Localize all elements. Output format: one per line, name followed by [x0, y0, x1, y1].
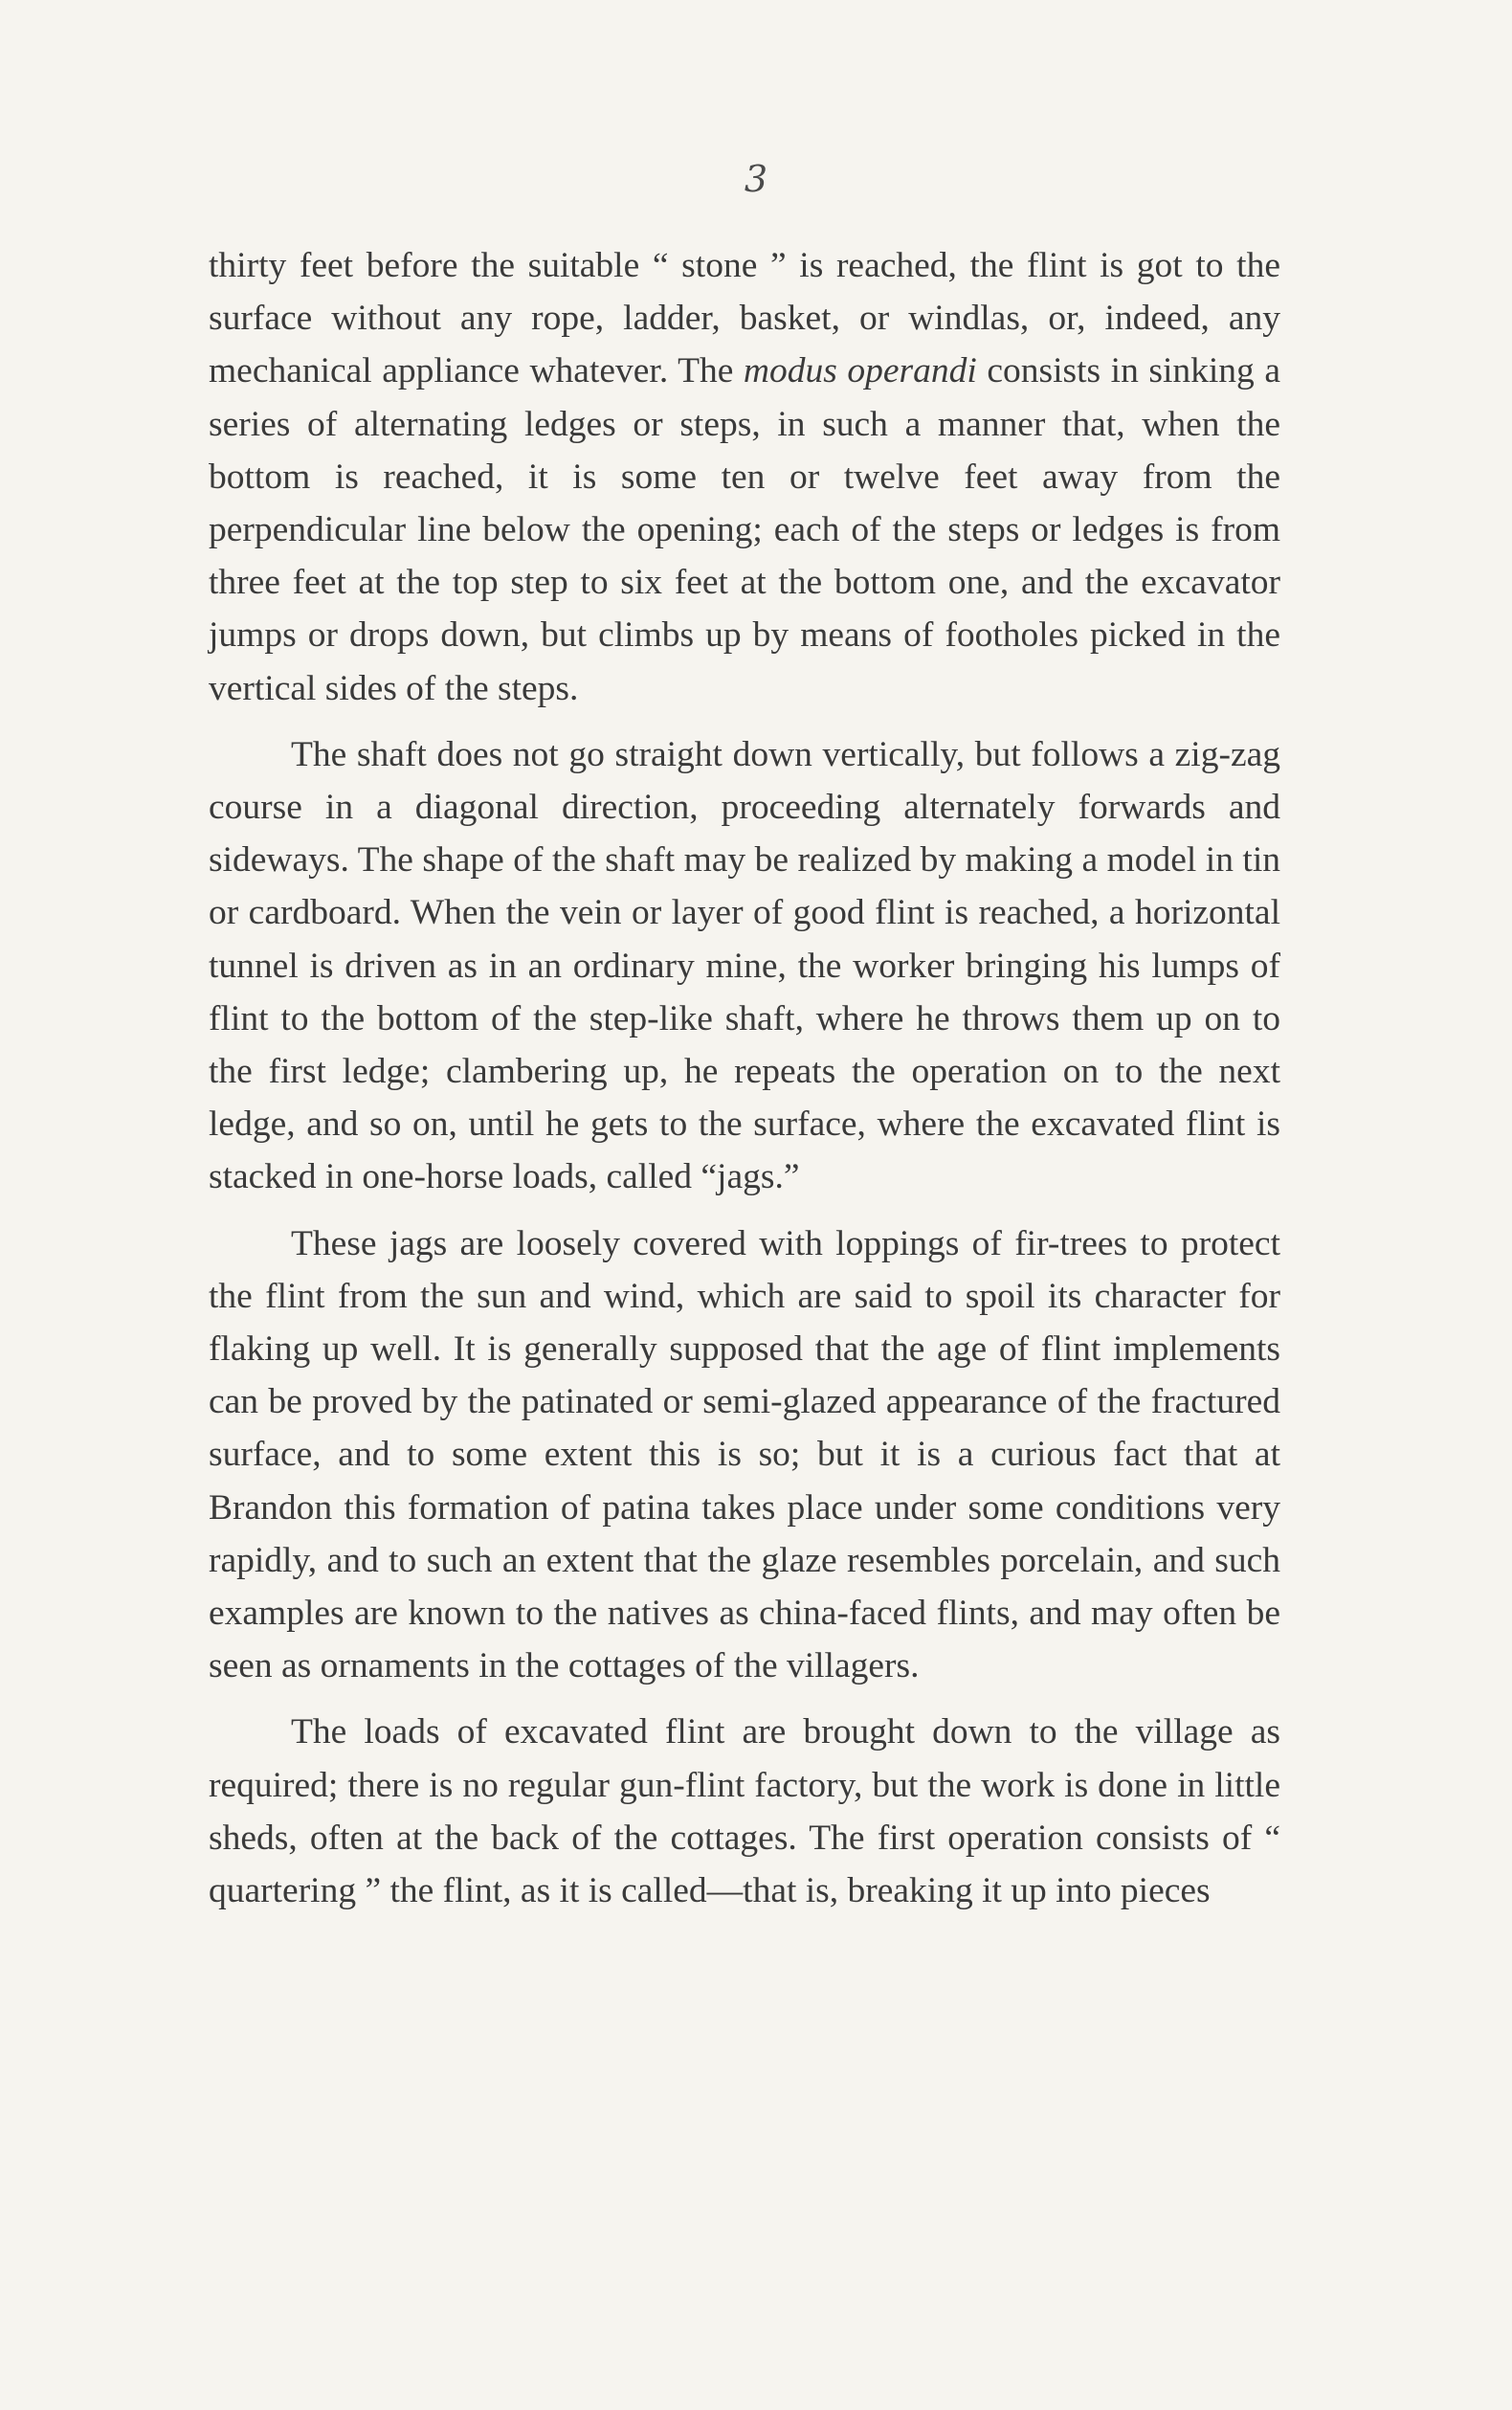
paragraph-3 — [209, 1217, 1280, 1693]
paragraph-1-text-a: thirty feet before the suitable “ stone ” is reached, the flint is got to the surface without any rope, ladder, basket, or windlas, or, indeed, any mechanical appliance whatever. The — [209, 246, 1280, 391]
paragraph-1 — [209, 239, 1280, 715]
paragraph-4 — [209, 1706, 1280, 1917]
paragraph-1-italic-phrase: modus operandi — [743, 351, 977, 391]
paragraph-1-text-b: consists in sinking a series of alternating ledges or steps, in such a manner that, when the bottom is reached, it is some ten or twelve feet away from the perpendicular line below the opening; each of the steps or ledges is from three feet at the top step to six feet at the bottom one, and the excavator jumps or drops down, but climbs up by means of footholes picked in the vertical sides of the steps. — [209, 351, 1280, 708]
paragraph-2 — [209, 728, 1280, 1204]
paragraph-3-text: These jags are loosely covered with loppings of fir-trees to protect the flint from the sun and wind, which are said to spoil its character for flaking up well. It is generally supposed that the age of flint implements can be proved by the patinated or semi-glazed appearance of the fractured surface, and to some extent this is so; but it is a curious fact that at Brandon this formation of patina takes place under some conditions very rapidly, and to such an extent that the glaze resembles porcelain, and such examples are known to the natives as china-faced flints, and may often be seen as ornaments in the cottages of the villagers. — [209, 1223, 1280, 1686]
paragraph-4-text: The loads of excavated flint are brought down to the village as required; there is no regular gun-flint factory, but the work is done in little sheds, often at the back of the cottages. The first operation consists of “ quartering ” the flint, as it is called—that is, breaking it up into pieces — [209, 1712, 1280, 1911]
paragraph-2-text: The shaft does not go straight down vertically, but follows a zig-zag course in a diagonal direction, proceeding alternately forwards and sideways. The shape of the shaft may be realized by making a model in tin or cardboard. When the vein or layer of good flint is reached, a horizontal tunnel is driven as in an ordinary mine, the worker bringing his lumps of flint to the bottom of the step-like shaft, where he throws them up on to the first ledge; clambering up, he repeats the operation on to the next ledge, and so on, until he gets to the surface, where the excavated flint is stacked in one-horse loads, called “jags.” — [209, 734, 1280, 1197]
page-number: 3 — [744, 158, 768, 200]
body-text — [209, 239, 1280, 1917]
